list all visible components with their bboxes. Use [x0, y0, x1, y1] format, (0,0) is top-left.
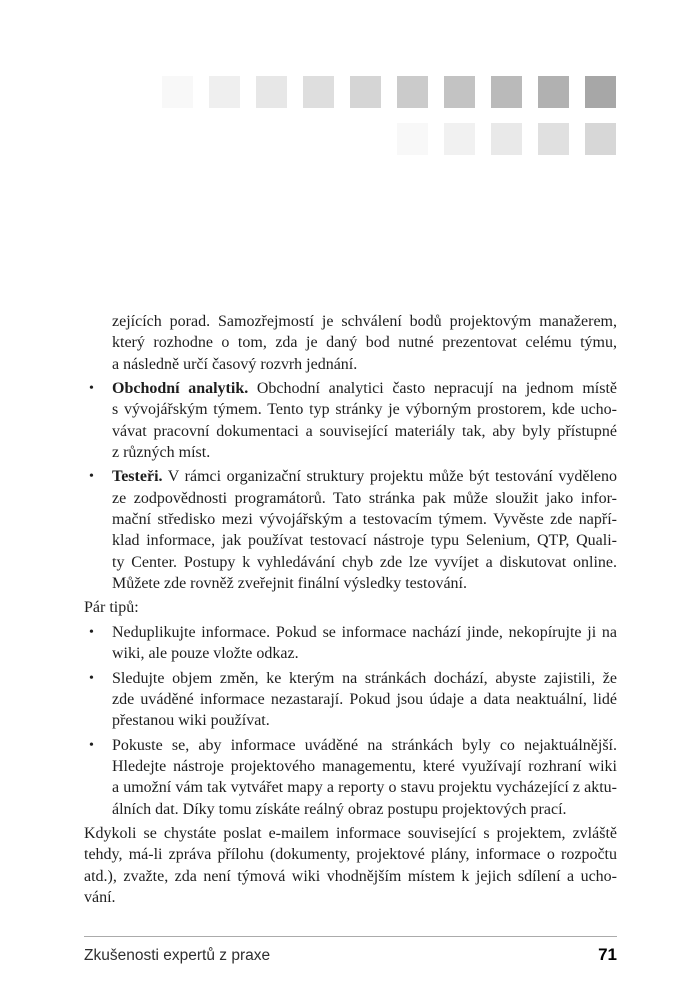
- text-line: Můžete zde rovněž zveřejnit finální výsledky testování.: [112, 575, 467, 593]
- bullet-item: [84, 378, 617, 463]
- text-line: mační středisko mezi vývojářským a testovacím týmem. Vyvěste zde napří-: [112, 511, 617, 529]
- bullet-item: [84, 735, 617, 820]
- deco-square: [397, 123, 428, 155]
- paragraph: [84, 823, 617, 908]
- bullet-text: [112, 378, 617, 463]
- bullet-text: [112, 466, 617, 594]
- running-footer-title: Zkušenosti expertů z praxe: [84, 947, 271, 964]
- deco-square: [350, 76, 381, 108]
- bullet-lead: Testeři.: [112, 468, 163, 486]
- paragraph: [84, 597, 617, 618]
- text-line: a umožní vám tak vytvářet mapy a reporty o stavu projektu vycházející z aktu-: [112, 779, 617, 797]
- deco-square: [585, 76, 616, 108]
- text-line: a následně určí časový rozvrh jednání.: [112, 355, 358, 373]
- deco-square: [538, 76, 569, 108]
- decoration-squares-row2: [397, 123, 616, 155]
- text-line: ze zodpovědnosti programátorů. Tato stránka pak může sloužit jako infor-: [112, 489, 617, 507]
- bullet-item: [84, 622, 617, 665]
- deco-square: [491, 76, 522, 108]
- page-body-text: [84, 311, 617, 908]
- bullet-text: [112, 668, 617, 732]
- text-line: který rozhodne o tom, zda je daný bod nutné prezentovat celému týmu,: [112, 334, 617, 352]
- deco-square: [303, 76, 334, 108]
- bullet-marker-icon: •: [89, 737, 94, 753]
- text-line: álních dat. Díky tomu získáte reálný obraz postupu projektových prací.: [112, 800, 567, 818]
- text-line: přestanou wiki používat.: [112, 712, 270, 730]
- deco-square: [538, 123, 569, 155]
- text-line: atd.), zvažte, zda není týmová wiki vhodnějším místem k jejich sdílení a ucho-: [84, 867, 617, 885]
- deco-square: [444, 123, 475, 155]
- decoration-squares-row1: [162, 76, 616, 108]
- deco-square: [397, 76, 428, 108]
- text-line: zde uváděné informace nezastarají. Pokud jsou údaje a data neaktuální, lidé: [112, 690, 617, 708]
- deco-square: [444, 76, 475, 108]
- bullet-marker-icon: •: [89, 670, 94, 686]
- bullet-lead: Obchodní analytik.: [112, 380, 249, 398]
- bullet-marker-icon: •: [89, 469, 94, 485]
- text-line: Pokuste se, aby informace uváděné na stránkách byly co nejaktuálnější.: [112, 736, 617, 754]
- page-number: 71: [598, 945, 617, 964]
- deco-square: [491, 123, 522, 155]
- bullet-text: [112, 735, 617, 820]
- text-line: Hledejte nástroje projektového managementu, které využívají rozhraní wiki: [112, 757, 617, 775]
- text-line: vávat pracovní dokumentaci a související materiály tak, aby byly přístupné: [112, 422, 617, 440]
- deco-square: [585, 123, 616, 155]
- bullet-marker-icon: •: [89, 381, 94, 397]
- text-line: zejících porad. Samozřejmostí je schválení bodů projektovým manažerem,: [112, 313, 617, 330]
- text-line: tehdy, má-li zpráva přílohu (dokumenty, projektové plány, informace o rozpočtu: [84, 846, 617, 864]
- deco-square: [209, 76, 240, 108]
- paragraph: [112, 311, 617, 375]
- text-line: wiki, ale pouze vložte odkaz.: [112, 645, 299, 663]
- text-line: z různých míst.: [112, 444, 211, 462]
- deco-square: [256, 76, 287, 108]
- text-line: s vývojářským týmem. Tento typ stránky je výborným prostorem, kde ucho-: [112, 401, 617, 419]
- bullet-text: [112, 622, 617, 665]
- bullet-item: [84, 466, 617, 594]
- text-line: Sledujte objem změn, ke kterým na stránkách dochází, abyste zajistili, že: [112, 669, 617, 687]
- deco-square: [162, 76, 193, 108]
- text-line: Kdykoli se chystáte poslat e-mailem informace související s projektem, zvláště: [84, 824, 617, 842]
- text-line: Pár tipů:: [84, 599, 139, 617]
- text-line: Obchodní analytik. Obchodní analytici často nepracují na jednom místě: [112, 380, 617, 398]
- text-line: vání.: [84, 888, 116, 906]
- bullet-item: [84, 668, 617, 732]
- text-line: ty Center. Postupy k vyhledávání chyb zde lze vyvíjet a diskutovat online.: [112, 553, 617, 571]
- page-footer: [84, 936, 617, 965]
- text-line: Neduplikujte informace. Pokud se informace nachází jinde, nekopírujte ji na: [112, 623, 617, 641]
- text-line: Testeři. V rámci organizační struktury projektu může být testování vyděleno: [112, 468, 617, 486]
- bullet-marker-icon: •: [89, 624, 94, 640]
- text-line: klad informace, jak používat testovací nástroje typu Selenium, QTP, Quali-: [112, 532, 617, 550]
